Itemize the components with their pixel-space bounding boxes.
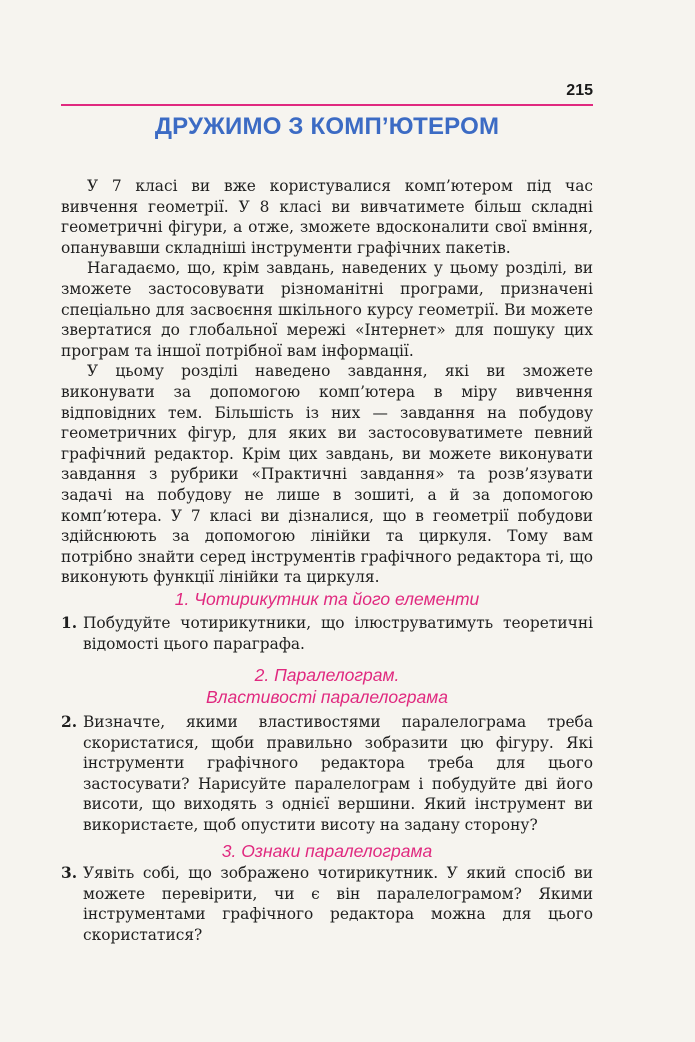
section-title-line: 3. Ознаки паралелограма (221, 841, 433, 861)
intro-text (61, 176, 593, 588)
header-rule (61, 104, 593, 106)
task-text: Уявіть собі, що зображено чотирикутник. У який спосіб ви можете перевірити, чи є він паралелограмом? Якими інструментами графічного редактора можна для цього скористатися? (83, 864, 593, 944)
section-title-3 (61, 840, 593, 862)
section-title-1 (61, 588, 593, 610)
intro-paragraph: Нагадаємо, що, крім завдань, наведених у цьому розділі, ви зможете застосовувати різноманітні програми, призначені спеціально для засвоєння шкільного курсу геометрії. Ви можете звертатися до глобальної мережі «Інтернет» для пошуку цих програм та іншої потрібної вам інформації. (61, 259, 593, 360)
intro-paragraph: У цьому розділі наведено завдання, які ви зможете виконувати за допомогою комп’ютера в міру вивчення відповідних тем. Більшість із них — завдання на побудову геометричних фігур, для яких ви застосовуватимете певний графічний редактор. Крім цих завдань, ви можете виконувати завдання з рубрики «Практичні завдання» та розв’язувати задачі на побудову не лише в зошиті, а й за допомогою комп’ютера. У 7 класі ви дізналися, що в геометрії побудови здійснюють за допомогою лінійки та циркуля. Тому вам потрібно знайти серед інструментів графічного редактора ті, що виконують функції лінійки та циркуля. (61, 362, 593, 587)
task-text: Визначте, якими властивостями паралелограма треба скористатися, щоби правильно зобразити цю фігуру. Які інструменти графічного редактора треба для цього застосувати? Нарисуйте паралелограм і побудуйте дві його висоти, що виходять з однієї вершини. Який інструмент ви використаєте, щоб опустити висоту на задану сторону? (83, 713, 593, 834)
intro-paragraph: У 7 класі ви вже користувалися комп’ютером під час вивчення геометрії. У 8 класі ви вивчатимете більш складні геометричні фігури, а отже, зможете вдосконалити свої вміння, опанувавши складніші інструменти графічних пакетів. (61, 177, 593, 257)
task-number: 2. (61, 713, 78, 731)
task-text: Побудуйте чотирикутники, що ілюструватимуть теоретичні відомості цього параграфа. (83, 614, 593, 653)
task-1 (61, 613, 593, 654)
task-2 (61, 712, 593, 836)
section-title-2 (61, 664, 593, 708)
section-title-line: Властивості паралелограма (206, 687, 448, 707)
section-title-line: 2. Паралелограм. (254, 665, 400, 685)
task-number: 1. (61, 614, 78, 632)
task-3 (61, 863, 593, 945)
task-number: 3. (61, 864, 78, 882)
section-title-line: 1. Чотирикутник та його елементи (174, 589, 480, 609)
page-number: 215 (566, 82, 593, 99)
chapter-title: ДРУЖИМО З КОМП’ЮТЕРОМ (154, 113, 500, 140)
